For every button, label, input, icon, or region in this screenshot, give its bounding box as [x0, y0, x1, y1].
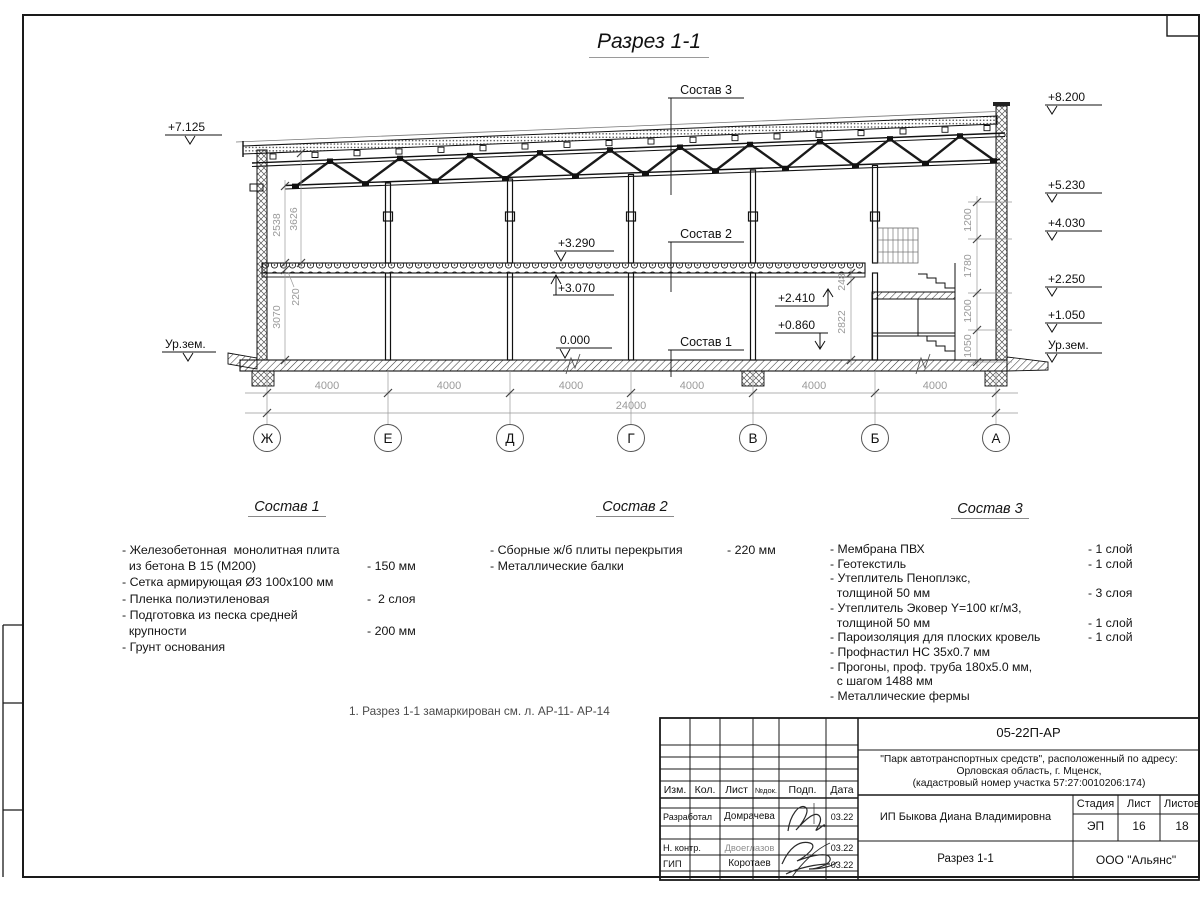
composition-item: толщиной 50 мм - 1 слой [830, 615, 1133, 630]
section-drawing [228, 102, 1048, 386]
foundation-pads [252, 371, 1007, 386]
level-mark: +3.070 [558, 281, 596, 295]
sheet-label: Лист [1127, 798, 1151, 810]
level-mark: +8.200 [1048, 90, 1086, 104]
dim-label: 2822 [836, 310, 848, 334]
callout-label: Состав 1 [680, 335, 732, 349]
dim-label: 1200 [962, 208, 974, 232]
bay-dim: 4000 [922, 380, 948, 392]
bay-dim: 4000 [436, 380, 462, 392]
left-margin-boxes [3, 625, 23, 877]
dim-label: 1200 [962, 299, 974, 323]
dim-label: 1050 [962, 334, 974, 358]
dim-label: 3070 [271, 305, 283, 329]
level-mark: +2.250 [1048, 272, 1086, 286]
callout-label: Состав 3 [680, 83, 732, 97]
right-wall [993, 102, 1010, 360]
bay-dim: 4000 [314, 380, 340, 392]
level-mark: Ур.зем. [1048, 338, 1089, 352]
level-mark: Ур.зем. [165, 337, 206, 351]
axis-label: Г [627, 431, 635, 446]
composition-item: - Мембрана ПВХ - 1 слой [830, 542, 1133, 556]
dim-label: 248 [836, 273, 848, 291]
composition-item: - Сетка армирующая Ø3 100х100 мм [122, 575, 334, 590]
composition-item: - Пленка полиэтиленовая - 2 слоя [122, 591, 416, 606]
row-date: 03.22 [830, 860, 854, 870]
parapet-cap [993, 102, 1010, 106]
row-name: Домрачева [724, 811, 775, 822]
row-name: Двоеглазов [724, 842, 775, 853]
col-ndok: №док. [755, 786, 777, 795]
level-mark: +1.050 [1048, 308, 1086, 322]
composition-item: - Утеплитель Пеноплэкс, [830, 571, 971, 586]
level-mark: +4.030 [1048, 216, 1086, 230]
dim-label: 2538 [271, 213, 283, 237]
bottom-dimensions [245, 371, 1018, 424]
row-role: Н. контр. [663, 843, 701, 853]
company-name: ООО "Альянс" [1095, 853, 1177, 867]
sheet-note: 1. Разрез 1-1 замаркирован см. л. АР-11- АР-14 [349, 704, 610, 718]
col-data: Дата [830, 784, 854, 796]
composition-item: - Сборные ж/б плиты перекрытия - 220 мм [490, 543, 776, 557]
col-izm: Изм. [663, 784, 687, 796]
row-role: ГИП [663, 858, 682, 869]
composition-item: - Прогоны, проф. труба 180х5.0 мм, [830, 659, 1033, 674]
bay-dim: 4000 [558, 380, 584, 392]
composition-item: - Металлические балки [490, 559, 624, 574]
composition-item: - Подготовка из песка средней [122, 607, 298, 622]
composition-item: из бетона В 15 (М200) - 150 мм [122, 559, 416, 574]
left-wall [257, 150, 267, 360]
sheet-number: 16 [1132, 819, 1146, 833]
row-role: Разработал [663, 812, 712, 822]
bay-dim: 4000 [679, 380, 705, 392]
axis-label: Ж [260, 431, 274, 446]
level-mark: +7.125 [168, 120, 206, 134]
signature-razrabotal [788, 807, 825, 831]
client-name: ИП Быкова Диана Владимировна [879, 811, 1052, 823]
composition-item: - Грунт основания [122, 640, 226, 655]
sheet-frame [3, 15, 1199, 877]
bay-dim: 4000 [801, 380, 827, 392]
dimension-chains [271, 147, 1012, 368]
page-title: Разрез 1-1 [556, 30, 742, 58]
axis-label: Е [383, 431, 393, 446]
col-list: Лист [725, 784, 748, 796]
axis-label: А [991, 431, 1001, 446]
composition-item: - Профнастил НС 35х0.7 мм [830, 644, 991, 659]
drawing-name: Разрез 1-1 [937, 853, 994, 865]
sheets-total: 18 [1175, 819, 1189, 833]
col-podp: Подп. [788, 784, 817, 796]
composition-item: - Железобетонная монолитная плита [122, 543, 340, 557]
composition-3-title: Состав 3 [830, 501, 1150, 519]
row-date: 03.22 [830, 843, 854, 853]
dim-label: 220 [290, 288, 302, 306]
stair-flight-lower [918, 336, 955, 360]
stage-label: Стадия [1076, 798, 1115, 810]
corner-box [1167, 15, 1199, 36]
doc-number: 05-22П-АР [996, 725, 1061, 740]
project-line: "Парк автотранспортных средств", расположенный по адресу: [880, 754, 1178, 765]
axis-label: Д [505, 431, 515, 446]
dim-label: 3626 [288, 207, 300, 231]
col-kol: Кол. [694, 784, 716, 796]
axis-bubbles [254, 425, 1010, 452]
composition-3 [830, 501, 1150, 704]
level-mark: +5.230 [1048, 178, 1086, 192]
project-line: (кадастровый номер участка 57:27:0010206:174) [912, 778, 1146, 789]
composition-item: с шагом 1488 мм [830, 674, 933, 689]
level-mark: 0.000 [560, 333, 591, 347]
total-dim: 24000 [615, 400, 647, 412]
composition-item: - Металлические фермы [830, 689, 970, 704]
composition-item: толщиной 50 мм - 3 слоя [830, 586, 1133, 601]
project-line: Орловская область, г. Мценск, [956, 766, 1102, 777]
stair-landing [872, 292, 955, 299]
row-name: Коротаев [728, 858, 771, 869]
level-mark: +0.860 [778, 318, 816, 332]
composition-item: крупности - 200 мм [122, 624, 416, 639]
axis-label: В [748, 431, 758, 446]
composition-item: - Геотекстиль - 1 слой [830, 556, 1133, 571]
composition-2-title: Состав 2 [490, 499, 780, 517]
level-mark: +2.410 [778, 291, 816, 305]
composition-1 [122, 499, 452, 655]
axis-label: Б [870, 431, 880, 446]
stage-value: ЭП [1086, 819, 1105, 833]
level-mark: +3.290 [558, 236, 596, 250]
callout-label: Состав 2 [680, 227, 732, 241]
stair-railing [878, 228, 918, 263]
staircase [872, 228, 955, 360]
composition-item: - Пароизоляция для плоских кровель - 1 слой [830, 630, 1133, 645]
composition-1-title: Состав 1 [122, 499, 452, 517]
floor-beams [262, 273, 865, 277]
sheets-label: Листов [1164, 798, 1200, 810]
row-date: 03.22 [830, 812, 854, 822]
composition-2 [490, 499, 780, 574]
composition-item: - Утеплитель Эковер Y=100 кг/м3, [830, 600, 1022, 615]
stair-flight-upper [918, 274, 955, 292]
floor-slab [262, 263, 865, 277]
dim-label: 1780 [962, 254, 974, 278]
